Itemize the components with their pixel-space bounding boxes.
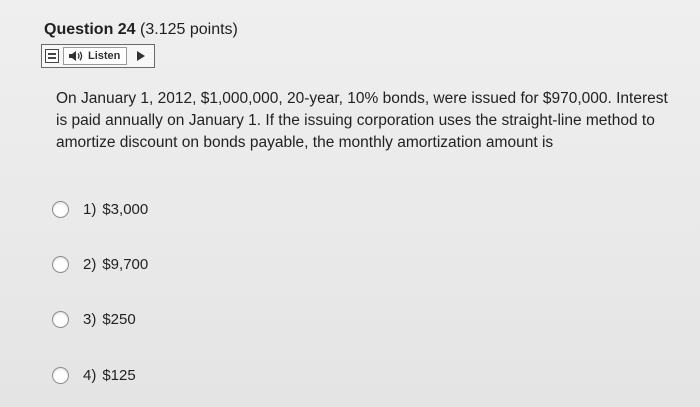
option-4[interactable] (52, 367, 136, 384)
option-3-text: $250 (102, 311, 136, 328)
radio-option-1[interactable] (52, 201, 69, 218)
option-1-number: 1) (83, 201, 97, 218)
option-4-text: $125 (102, 367, 136, 384)
option-1-text: $3,000 (102, 201, 149, 218)
play-icon[interactable] (137, 51, 145, 61)
option-2-number: 2) (83, 256, 97, 273)
option-1[interactable] (52, 201, 148, 218)
option-3-number: 3) (83, 311, 97, 328)
listen-widget (41, 44, 155, 68)
listen-button[interactable] (63, 47, 127, 65)
option-2[interactable] (52, 256, 148, 273)
radio-option-4[interactable] (52, 367, 69, 384)
radio-option-2[interactable] (52, 256, 69, 273)
radio-option-3[interactable] (52, 311, 69, 328)
question-text: On January 1, 2012, $1,000,000, 20-year, 10% bonds, were issued for $970,000. Interest is paid annually on January 1. If the issuing corporation uses the straight-line method to amortize discount on bonds payable, the monthly amortization amount is (56, 90, 668, 151)
option-3[interactable] (52, 311, 136, 328)
speaker-icon (68, 50, 84, 62)
question-number: Question 24 (44, 21, 136, 38)
menu-icon[interactable] (45, 49, 59, 63)
listen-label: Listen (88, 50, 121, 62)
question-title (44, 21, 238, 39)
option-4-number: 4) (83, 367, 97, 384)
question-points: (3.125 points) (140, 21, 238, 38)
option-2-text: $9,700 (102, 256, 149, 273)
